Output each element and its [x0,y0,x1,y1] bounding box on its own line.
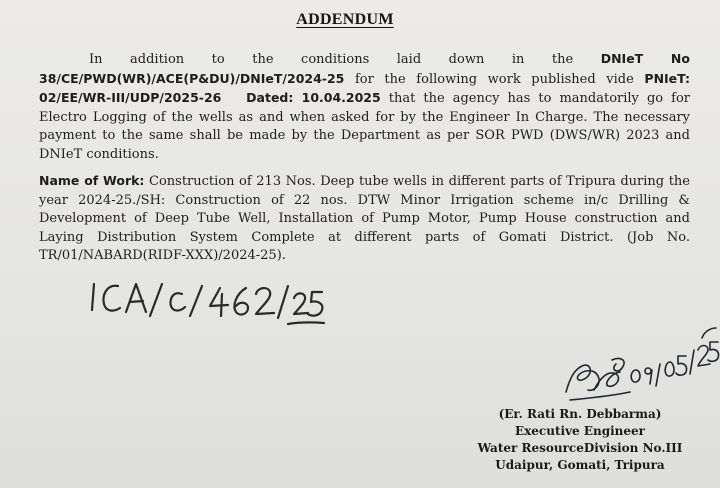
pniet-reference: PNIeT: 02/EE/WR-III/UDP/2025-26 [39,70,690,105]
paragraph-text-a: for the following work published vide [344,71,645,87]
document-title: ADDENDUM [296,11,394,28]
handwritten-reference-note [86,272,326,332]
name-of-work-text: Construction of 213 Nos. Deep tube wells in different parts of Tripura during the year 2024-25./SH: Construction of 22 nos. DTW Minor Irrigation scheme in/c Drilling & Development of Deep Tube Well, Installation of Pump Motor, Pump House construction and Laying Distribution System Complete at different parts of Gomati District. (Job No. TR/01/NABARD(RIDF-XXX)/2024-25). [39,174,690,263]
signatory-name: (Er. Rati Rn. Debbarma) [498,407,662,421]
signatory-division: Water ResourceDivision No.III [477,441,683,455]
addendum-paragraph [39,50,690,164]
dniet-reference: DNIeT No 38/CE/PWD(WR)/ACE(P&DU)/DNIeT/2024-25 [39,51,690,86]
signature-with-date [560,320,720,410]
signatory-location: Udaipur, Gomati, Tripura [495,458,665,472]
paragraph-intro-text: In addition to the conditions laid down in the [89,52,601,67]
dated-label: Dated: 10.04.2025 [221,90,381,105]
name-of-work-paragraph [39,172,690,266]
name-of-work-label: Name of Work: [39,173,145,188]
signatory-designation: Executive Engineer [515,424,645,438]
paragraph-text-b: that the agency has to mandatorily go for Electro Logging of the wells as and when asked for by the Engineer In Charge. The necessary payment to the same shall be made by the Department as per SOR PWD (DWS/WR) 2023 and DNIeT conditions. [39,91,690,162]
signatory-block [470,406,690,474]
